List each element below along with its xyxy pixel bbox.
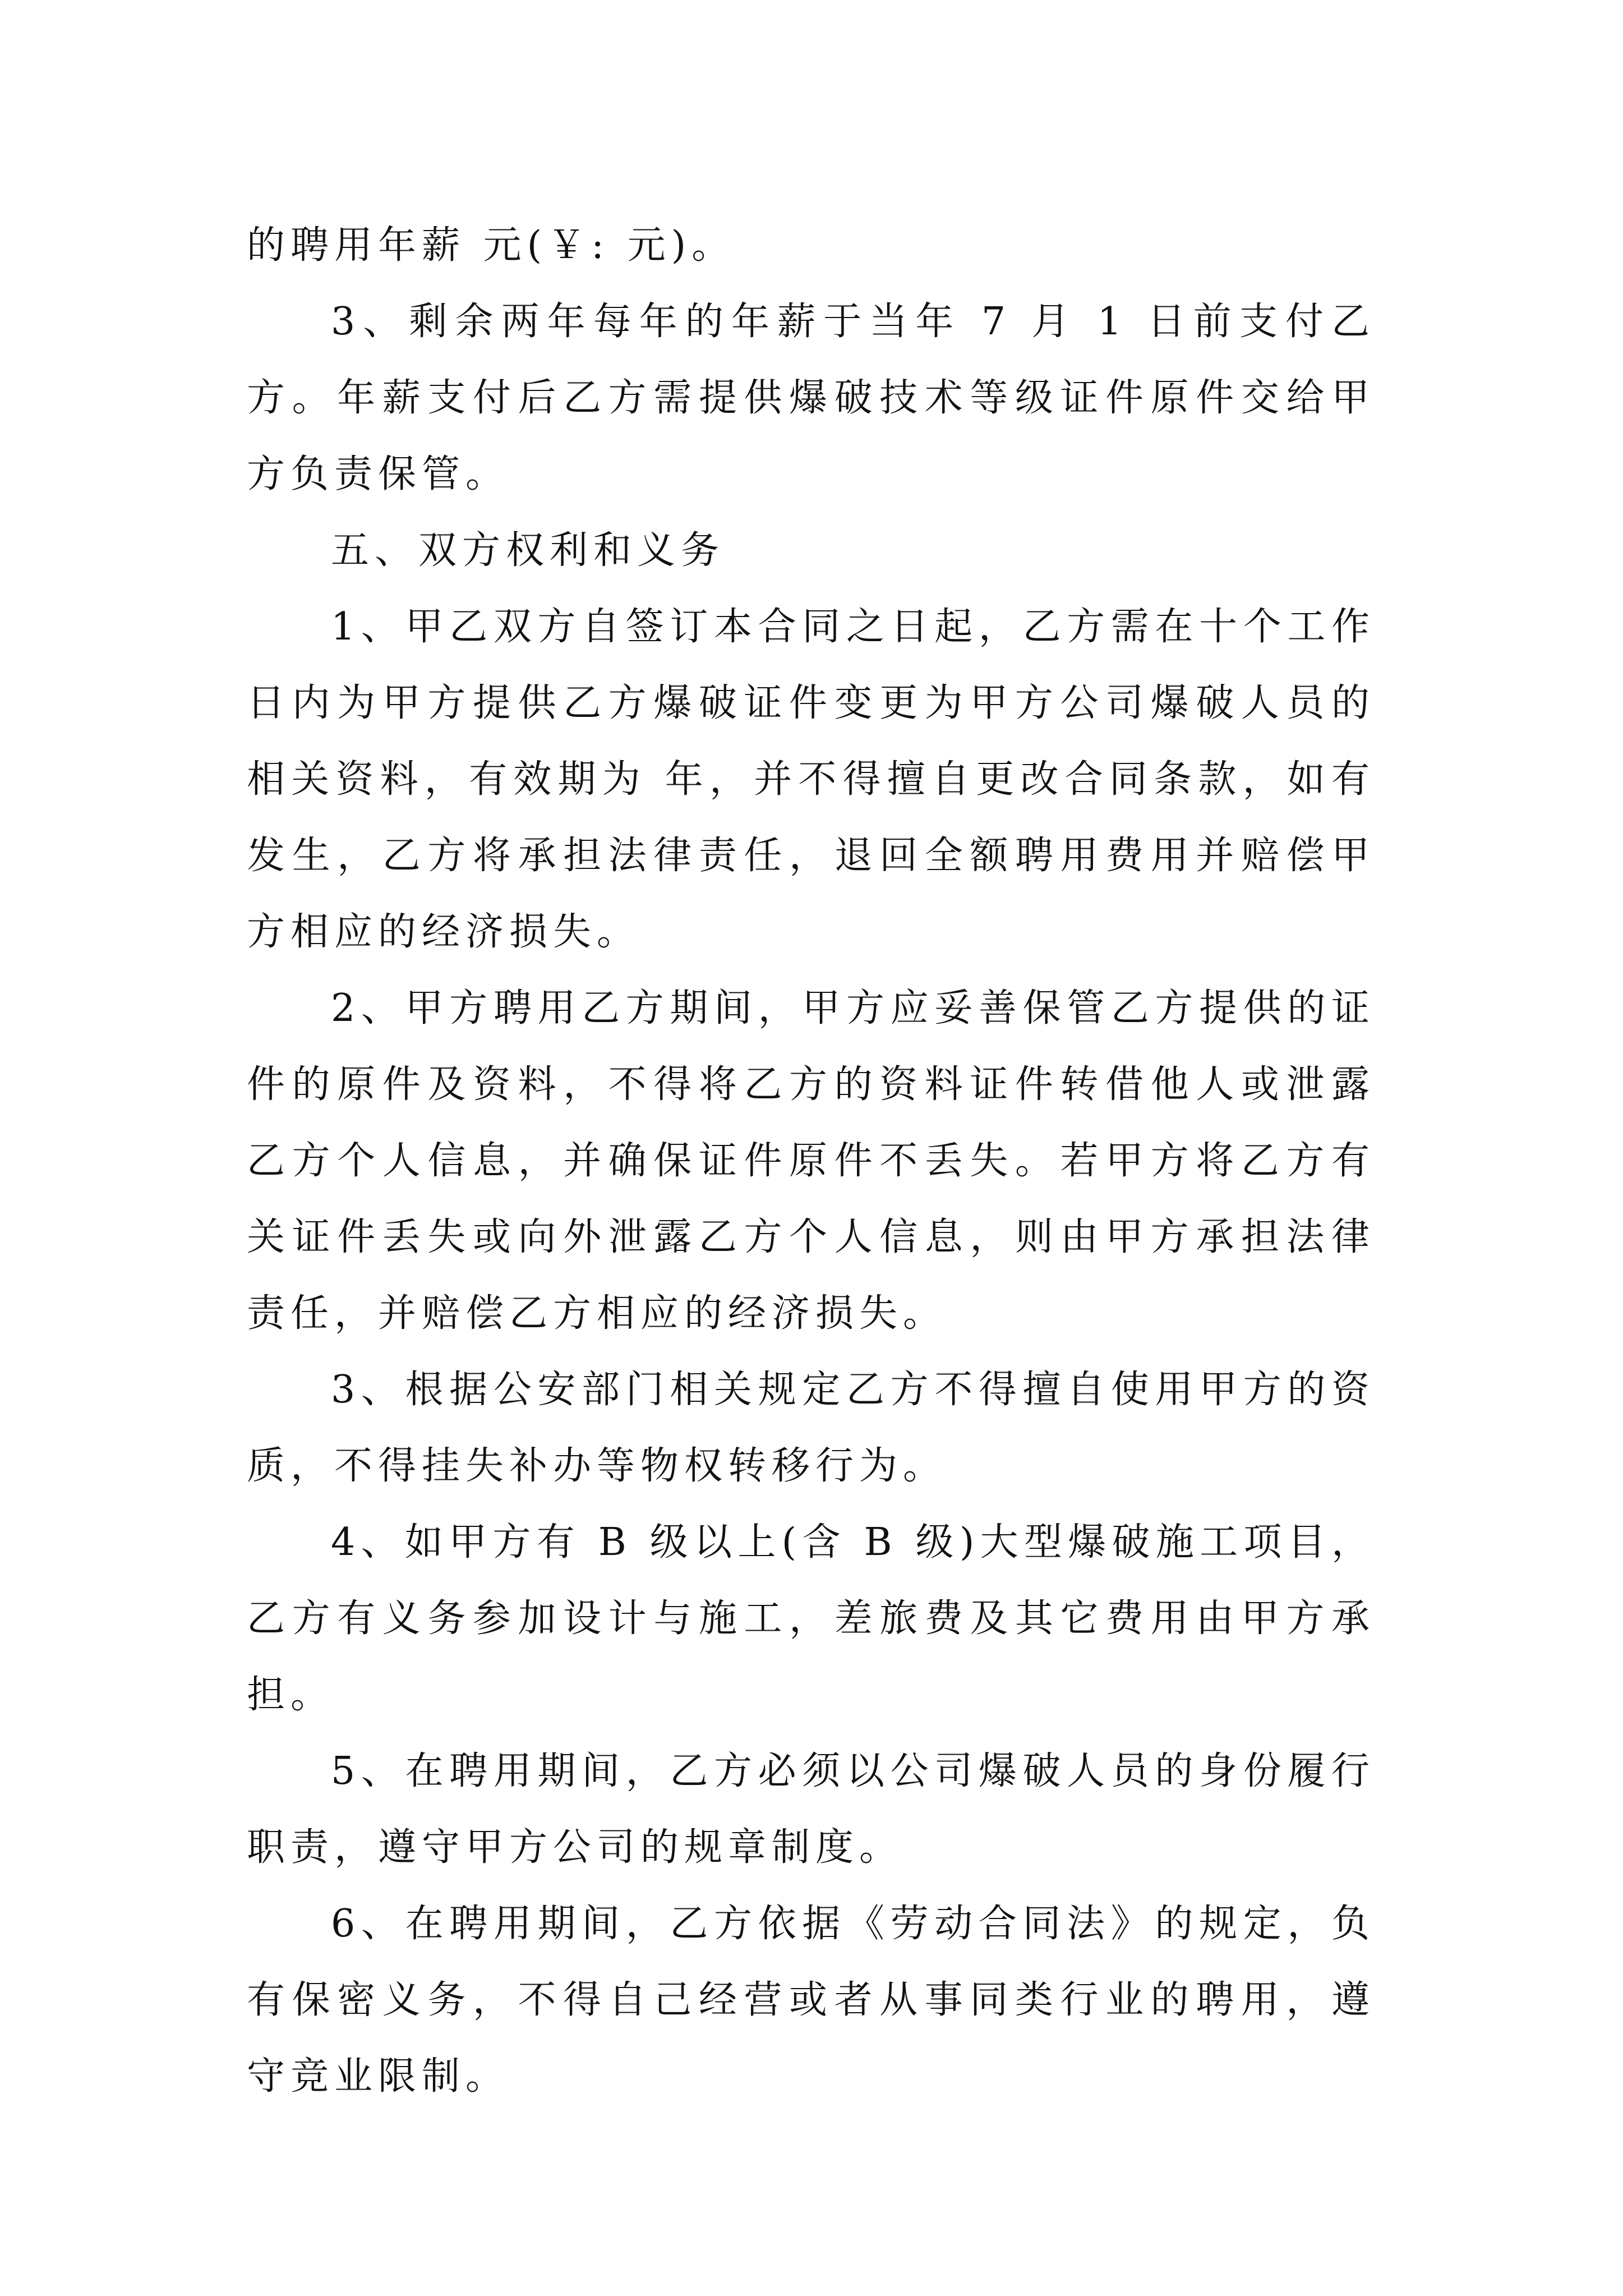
paragraph-clause-6: 6、在聘用期间，乙方依据《劳动合同法》的规定，负有保密义务，不得自己经营或者从事同类行业的聘用，遵守竞业限制。: [247, 1902, 1375, 2099]
document-body: [247, 208, 1375, 2115]
paragraph-clause-5: 5、在聘用期间，乙方必须以公司爆破人员的身份履行职责，遵守甲方公司的规章制度。: [247, 1749, 1375, 1870]
paragraph-clause-4: 4、如甲方有 B 级以上(含 B 级)大型爆破施工项目，乙方有义务参加设计与施工，差旅费及其它费用由甲方承担。: [247, 1520, 1375, 1717]
paragraph-remaining-salary: 3、剩余两年每年的年薪于当年 7 月 1 日前支付乙方。年薪支付后乙方需提供爆破技术等级证件原件交给甲方负责保管。: [247, 300, 1375, 496]
paragraph-salary-continued: 的聘用年薪 元(￥: 元)。: [247, 223, 736, 268]
paragraph-clause-2: 2、甲方聘用乙方期间，甲方应妥善保管乙方提供的证件的原件及资料，不得将乙方的资料证件转借他人或泄露乙方个人信息，并确保证件原件不丢失。若甲方将乙方有关证件丢失或向外泄露乙方个人信息，则由甲方承担法律责任，并赔偿乙方相应的经济损失。: [247, 986, 1375, 1336]
section-heading-rights-obligations: 五、双方权利和义务: [331, 528, 725, 573]
paragraph-clause-1: 1、甲乙双方自签订本合同之日起，乙方需在十个工作日内为甲方提供乙方爆破证件变更为甲方公司爆破人员的相关资料，有效期为 年，并不得擅自更改合同条款，如有发生，乙方将承担法律责任，退回全额聘用费用并赔偿甲方相应的经济损失。: [247, 605, 1375, 954]
paragraph-clause-3: 3、根据公安部门相关规定乙方不得擅自使用甲方的资质，不得挂失补办等物权转移行为。: [247, 1368, 1375, 1488]
